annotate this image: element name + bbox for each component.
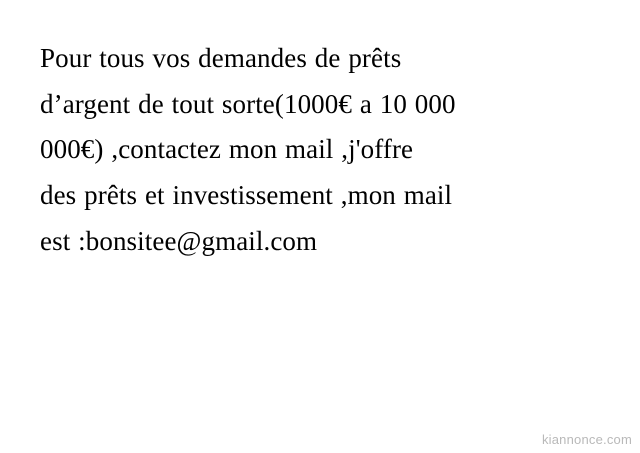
ad-line-5: est :bonsitee@gmail.com xyxy=(40,225,318,256)
ad-body-text xyxy=(40,36,610,264)
ad-line-3: 000€) ,contactez mon mail ,j'offre xyxy=(40,134,414,165)
ad-line-1: Pour tous vos demandes de prêts xyxy=(40,43,402,73)
site-watermark: kiannonce.com xyxy=(541,432,632,447)
ad-line-4: des prêts et investissement ,mon mail xyxy=(40,179,453,210)
ad-line-2: d’argent de tout sorte(1000€ a 10 000 xyxy=(40,88,456,119)
